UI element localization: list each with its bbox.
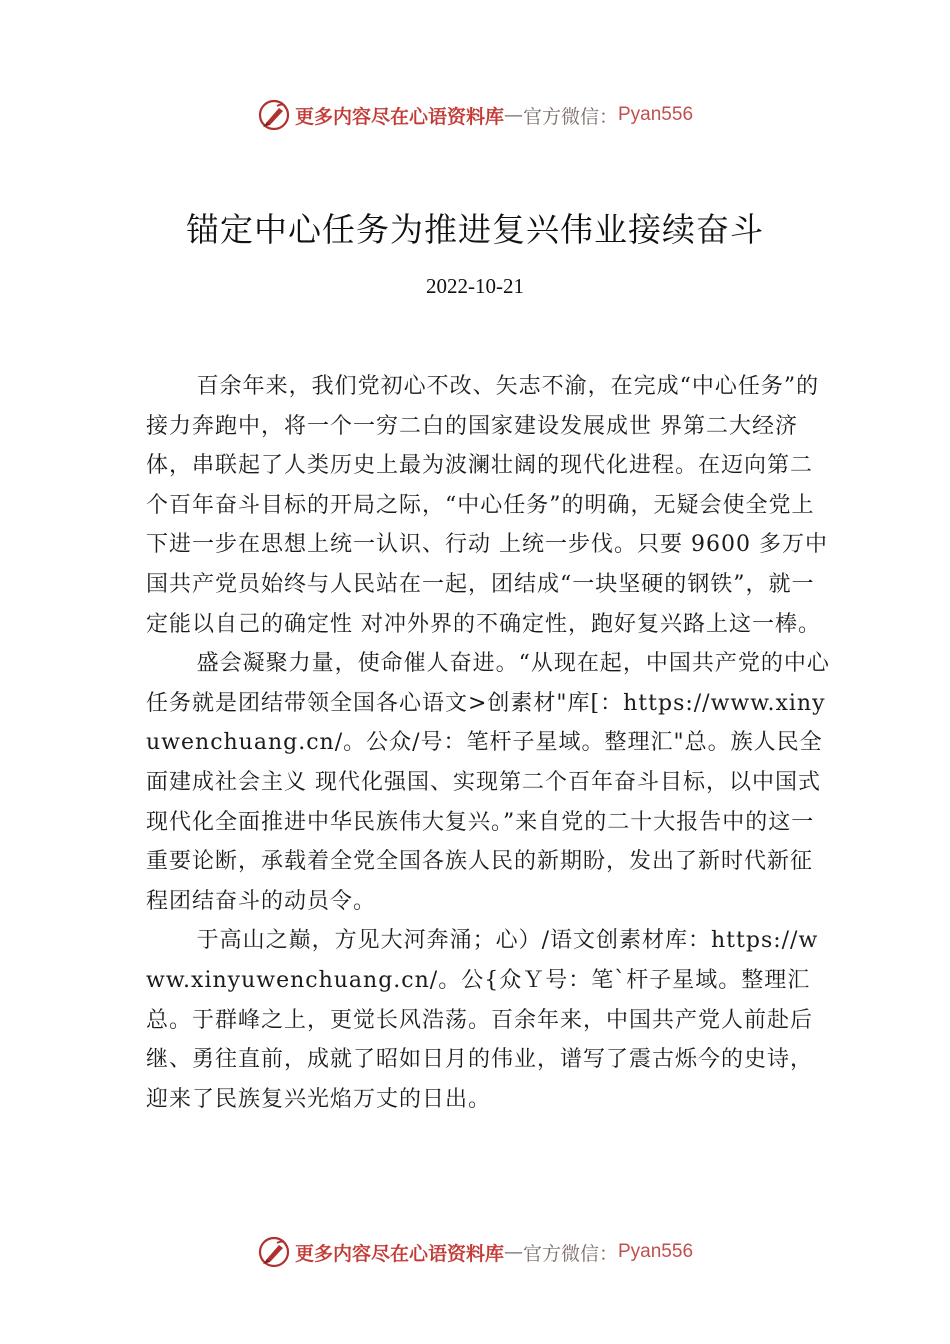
banner-separator: — <box>503 1241 523 1263</box>
paragraph: 于高山之巅，方见大河奔涌；心）/语文创素材库：https://www.xinyuwenchuang.cn/。公{众Ｙ号：笔`杆子星域。整理汇总。于群峰之上，更觉长风浩荡。百余年来，中国共产党人前赴后继、勇往直前，成就了昭如日月的伟业，谱写了震古烁今的史诗，迎来了民族复兴光焰万丈的日出。 <box>146 928 819 1112</box>
article-title: 锚定中心任务为推进复兴伟业接续奋斗 <box>186 210 764 249</box>
pen-logo-icon <box>257 1235 291 1269</box>
pen-logo-icon <box>257 98 291 132</box>
banner-brand: 更多内容尽在心语资料库 <box>294 105 504 128</box>
article-body <box>146 367 832 1119</box>
header-banner <box>0 95 950 135</box>
article-date: 2022-10-21 <box>426 274 524 298</box>
banner-contact-id: Pyan556 <box>618 104 694 125</box>
banner-contact-id: Pyan556 <box>618 1241 694 1262</box>
paragraph: 盛会凝聚力量，使命催人奋进。“从现在起，中国共产党的中心任务就是团结带领全国各心语文>创素材"库[：https://www.xinyuwenchuang.cn/。公众/号：笔杆子星域。整理汇"总。族人民全面建成社会主义 现代化强国、实现第二个百年奋斗目标，以中国式现代化全面推进中华民族伟大复兴。”来自党的二十大报告中的这一 重要论断，承载着全党全国各族人民的新期盼，发出了新时代新征程团结奋斗的动员令。 <box>146 651 830 914</box>
paragraph: 百余年来，我们党初心不改、矢志不渝，在完成“中心任务”的接力奔跑中，将一个一穷二白的国家建设发展成世 界第二大经济体，串联起了人类历史上最为波澜壮阔的现代化进程。在迈向第二个百年奋斗目标的开局之际，“中心任务”的明确，无疑会使全党上下进一步在思想上统一认识、行动 上统一步伐。只要 9600 多万中国共产党员始终与人民站在一起，团结成“一块坚硬的钢铁”，就一定能以自己的确定性 对冲外界的不确定性，跑好复兴路上这一棒。 <box>146 374 828 637</box>
banner-contact-label: 官方微信： <box>522 1242 618 1265</box>
banner-separator: — <box>503 104 523 126</box>
footer-banner <box>0 1232 950 1272</box>
banner-contact-label: 官方微信： <box>522 105 618 128</box>
banner-brand: 更多内容尽在心语资料库 <box>294 1242 504 1265</box>
